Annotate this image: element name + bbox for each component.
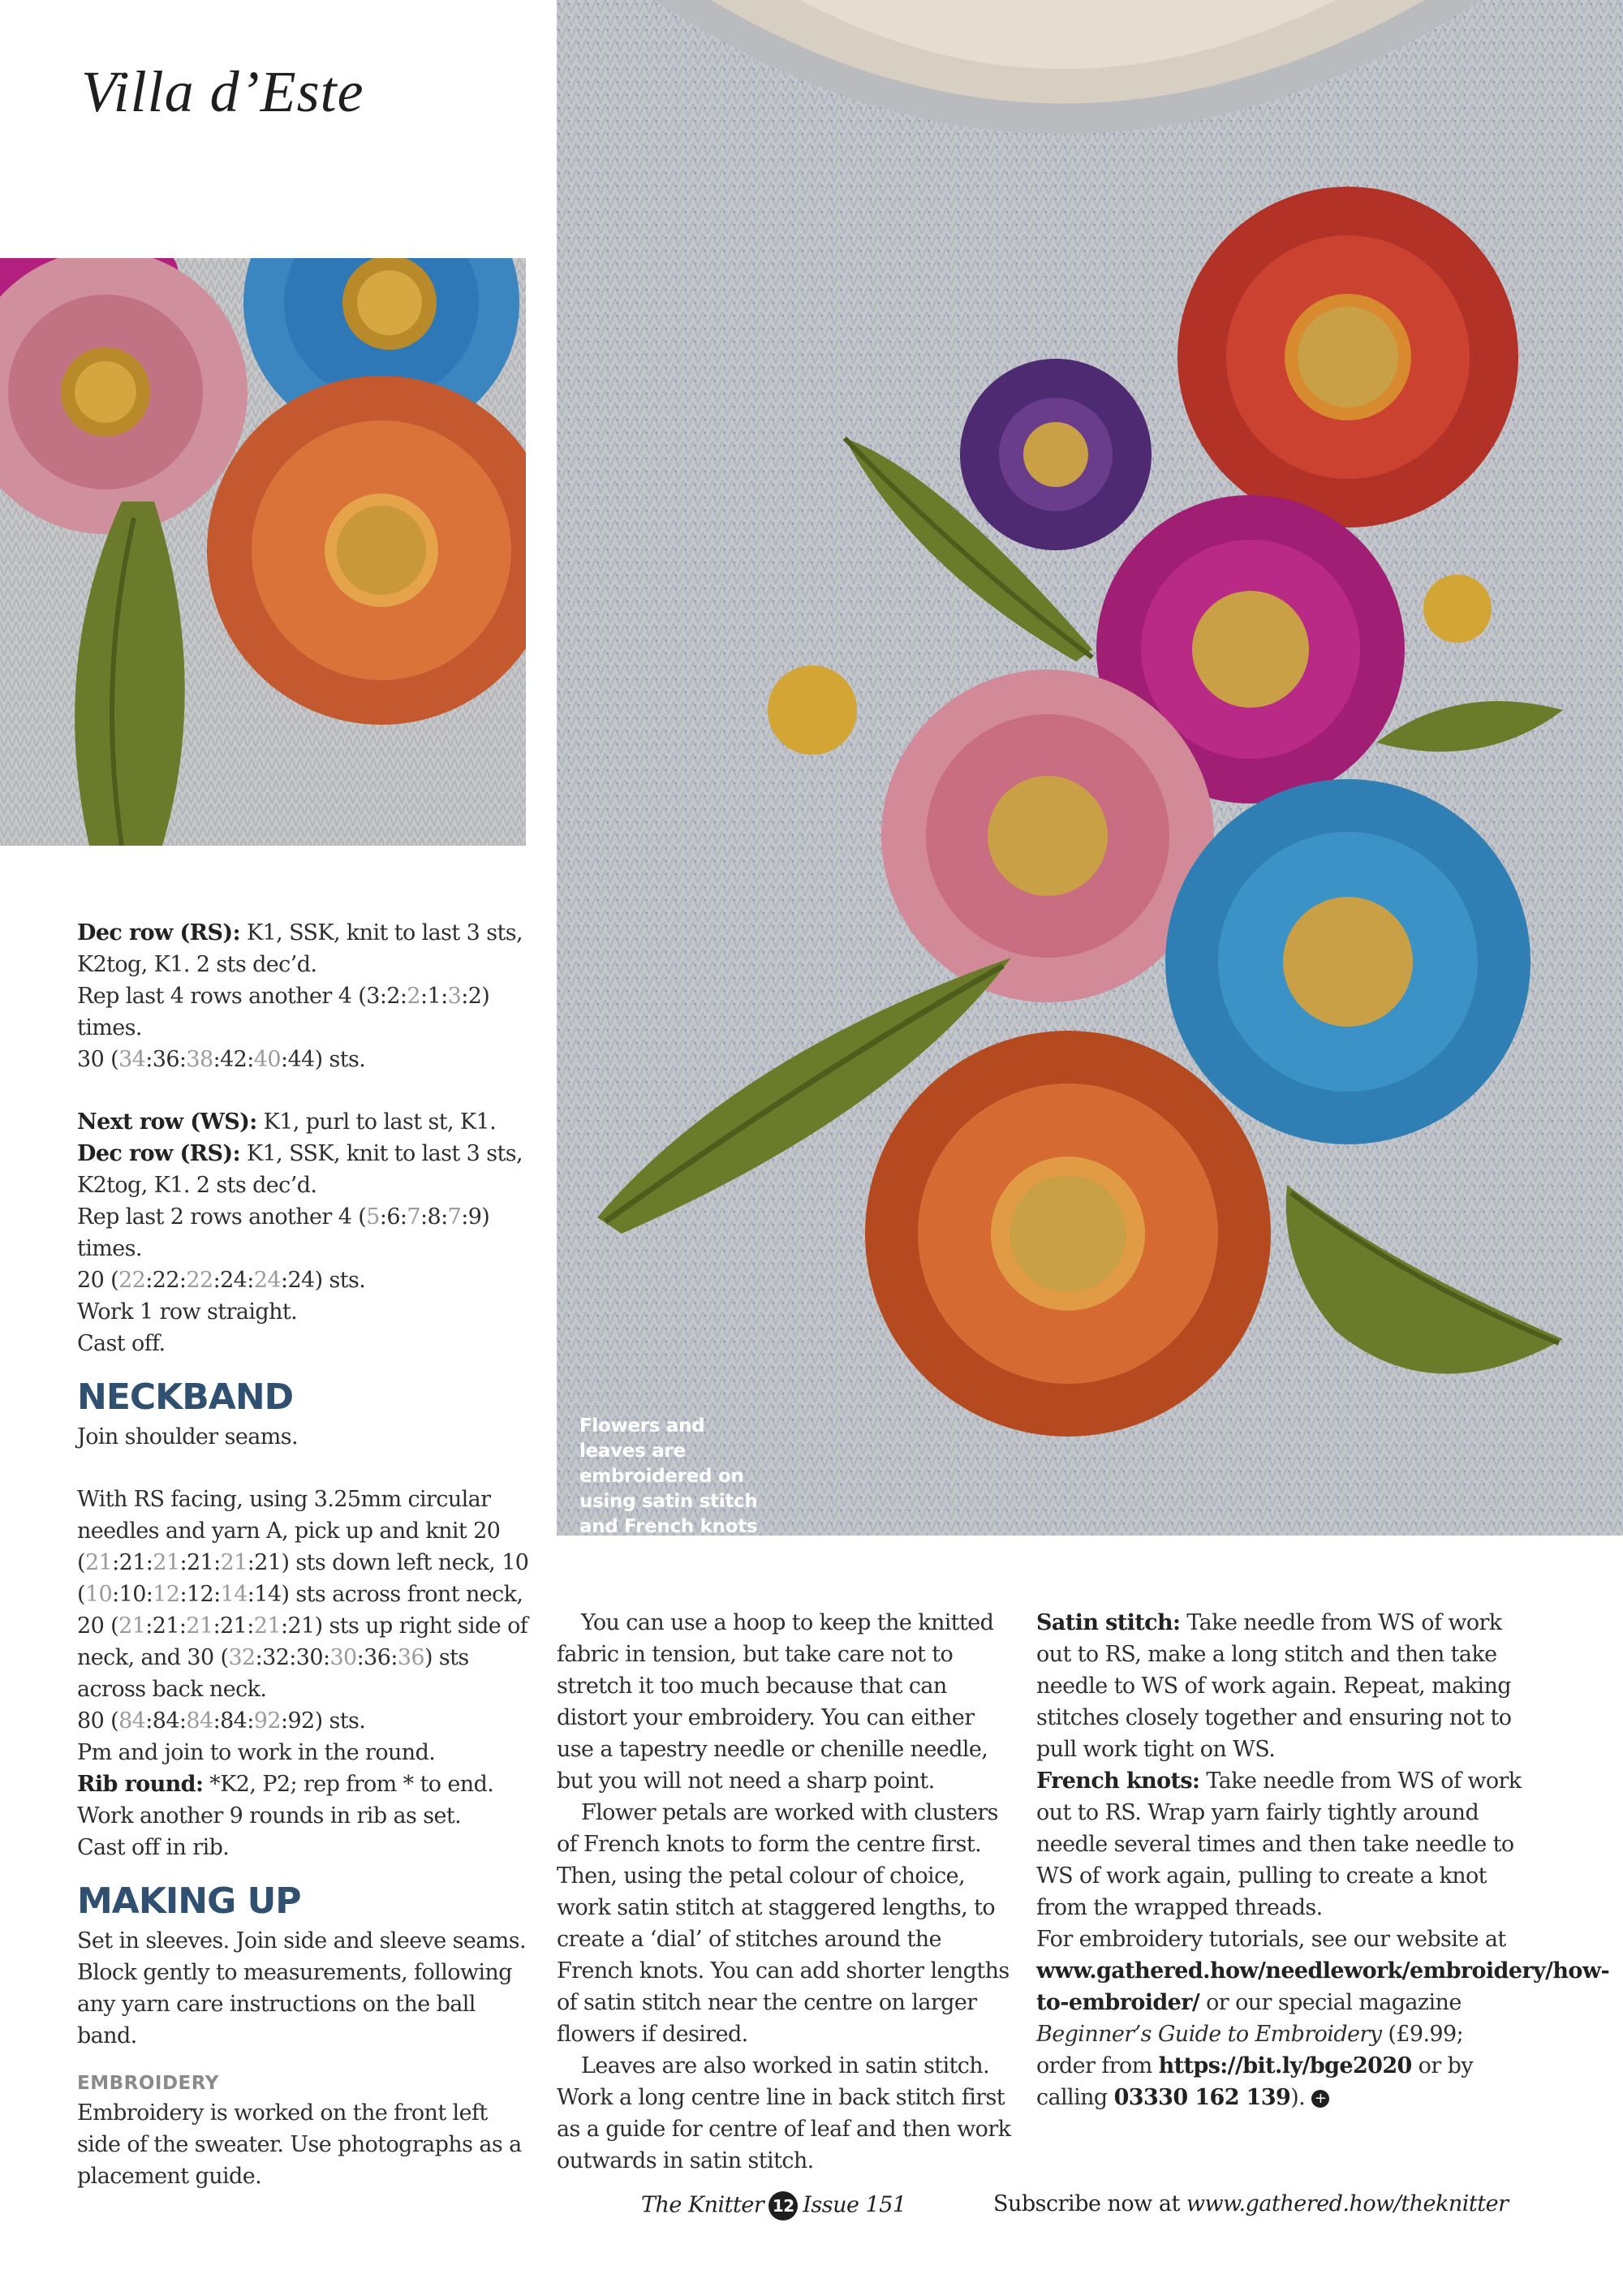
subscribe-text: Subscribe now at	[993, 2191, 1186, 2216]
dec-row-label: Dec row (RS):	[77, 920, 240, 946]
tutorial-url[interactable]: www.gathered.how/needlework/embroidery/how-to-embroider/	[1036, 1958, 1610, 2015]
magazine-name: The Knitter	[641, 2192, 764, 2218]
next-row-paragraph: Next row (WS): K1, purl to last st, K1.	[77, 1109, 497, 1135]
pattern-column-1	[77, 917, 532, 2192]
order-link[interactable]: https://bit.ly/bge2020	[1158, 2053, 1412, 2078]
pm-join: Pm and join to work in the round.	[77, 1740, 436, 1765]
phone-number: 03330 162 139	[1113, 2085, 1291, 2110]
guide-title: Beginner’s Guide to Embroidery	[1036, 2022, 1382, 2047]
footer-issue	[641, 2191, 906, 2221]
subscribe-url[interactable]: www.gathered.how/theknitter	[1186, 2191, 1509, 2216]
rib-more: Work another 9 rounds in rib as set.	[77, 1803, 462, 1829]
embroidery-detail-photo	[0, 258, 526, 846]
end-mark-icon: +	[1311, 2090, 1329, 2108]
pattern-column-3	[1036, 1607, 1610, 2113]
hoop-paragraph: You can use a hoop to keep the knitted fabric in tension, but take care not to stretch it too much because that can distort your embroidery. You can either use a tapestry needle or chenille needle, but you will not need a sharp point.	[557, 1610, 994, 1794]
pattern-column-2	[557, 1607, 1011, 2177]
dec-row-paragraph: Dec row (RS): K1, SSK, knit to last 3 sts, K2tog, K1. 2 sts dec’d.	[77, 920, 523, 977]
making-up-heading: MAKING UP	[77, 1880, 301, 1922]
issue-number: Issue 151	[803, 2192, 906, 2218]
stitch-count-2: 20 (22:22:22:24:24:24) sts.	[77, 1268, 366, 1293]
cast-off-rib: Cast off in rib.	[77, 1835, 230, 1860]
neckband-heading: NECKBAND	[77, 1376, 294, 1418]
photo-caption: Flowers and leaves are embroidered on using satin stitch and French knots	[579, 1415, 758, 1537]
footer-subscribe	[993, 2191, 1509, 2216]
embroidery-heading: EMBROIDERY	[77, 2073, 219, 2094]
rs-facing-paragraph: With RS facing, using 3.25mm circular needles and yarn A, pick up and knit 20 (21:21:21:21:21:21) sts down left neck, 10 (10:10:12:12:14:14) sts across front neck, 20 (21:21:21:21:21:21) sts up right side of neck, and 30 (32:32:30:30:36:36) sts across back neck.	[77, 1487, 529, 1702]
page-number: 12	[768, 2191, 798, 2221]
tutorials-paragraph: For embroidery tutorials, see our website at www.gathered.how/needlework/embroidery/how-to-embroider/ or our special magazine Beginner’s Guide to Embroidery (£9.99; order from https://bit.ly/bge2020 or by calling 03330 162 139). +	[1036, 1927, 1610, 2110]
leaves-paragraph: Leaves are also worked in satin stitch. Work a long centre line in back stitch first as a guide for centre of leaf and then work outwards in satin stitch.	[557, 2053, 1011, 2173]
repeat-paragraph-2: Rep last 2 rows another 4 (5:6:7:8:7:9) times.	[77, 1204, 490, 1261]
work-row-straight: Work 1 row straight.	[77, 1299, 298, 1325]
repeat-paragraph: Rep last 4 rows another 4 (3:2:2:1:3:2) times.	[77, 984, 490, 1040]
cast-off: Cast off.	[77, 1331, 166, 1356]
petals-paragraph: Flower petals are worked with clusters of French knots to form the centre first. Then, using the petal colour of choice, work satin stitch at staggered lengths, to create a ‘dial’ of stitches around the French knots. You can add shorter lengths of satin stitch near the centre on larger flowers if desired.	[557, 1800, 1010, 2047]
french-knots-paragraph: French knots: Take needle from WS of work out to RS. Wrap yarn fairly tightly around needle several times and then take needle to WS of work again, pulling to create a knot from the wrapped threads.	[1036, 1768, 1522, 1920]
dec-row-paragraph-2: Dec row (RS): K1, SSK, knit to last 3 sts, K2tog, K1. 2 sts dec’d.	[77, 1141, 523, 1198]
satin-stitch-paragraph: Satin stitch: Take needle from WS of work out to RS, make a long stitch and then take needle to WS of work again. Repeat, making stitches closely together and ensuring not to pull work tight on WS.	[1036, 1610, 1512, 1762]
making-up-text: Set in sleeves. Join side and sleeve seams. Block gently to measurements, following any yarn care instructions on the ball band.	[77, 1928, 527, 2048]
join-shoulder: Join shoulder seams.	[77, 1424, 298, 1450]
rib-round: Rib round: *K2, P2; rep from * to end.	[77, 1772, 494, 1797]
stitch-count: 30 (34:36:38:42:40:44) sts.	[77, 1047, 366, 1072]
stitch-count-3: 80 (84:84:84:84:92:92) sts.	[77, 1708, 366, 1734]
sweater-embroidery-photo	[557, 0, 1623, 1536]
embroidery-text: Embroidery is worked on the front left side of the sweater. Use photographs as a placement guide.	[77, 2100, 522, 2189]
page-title: Villa d’Este	[81, 59, 364, 124]
